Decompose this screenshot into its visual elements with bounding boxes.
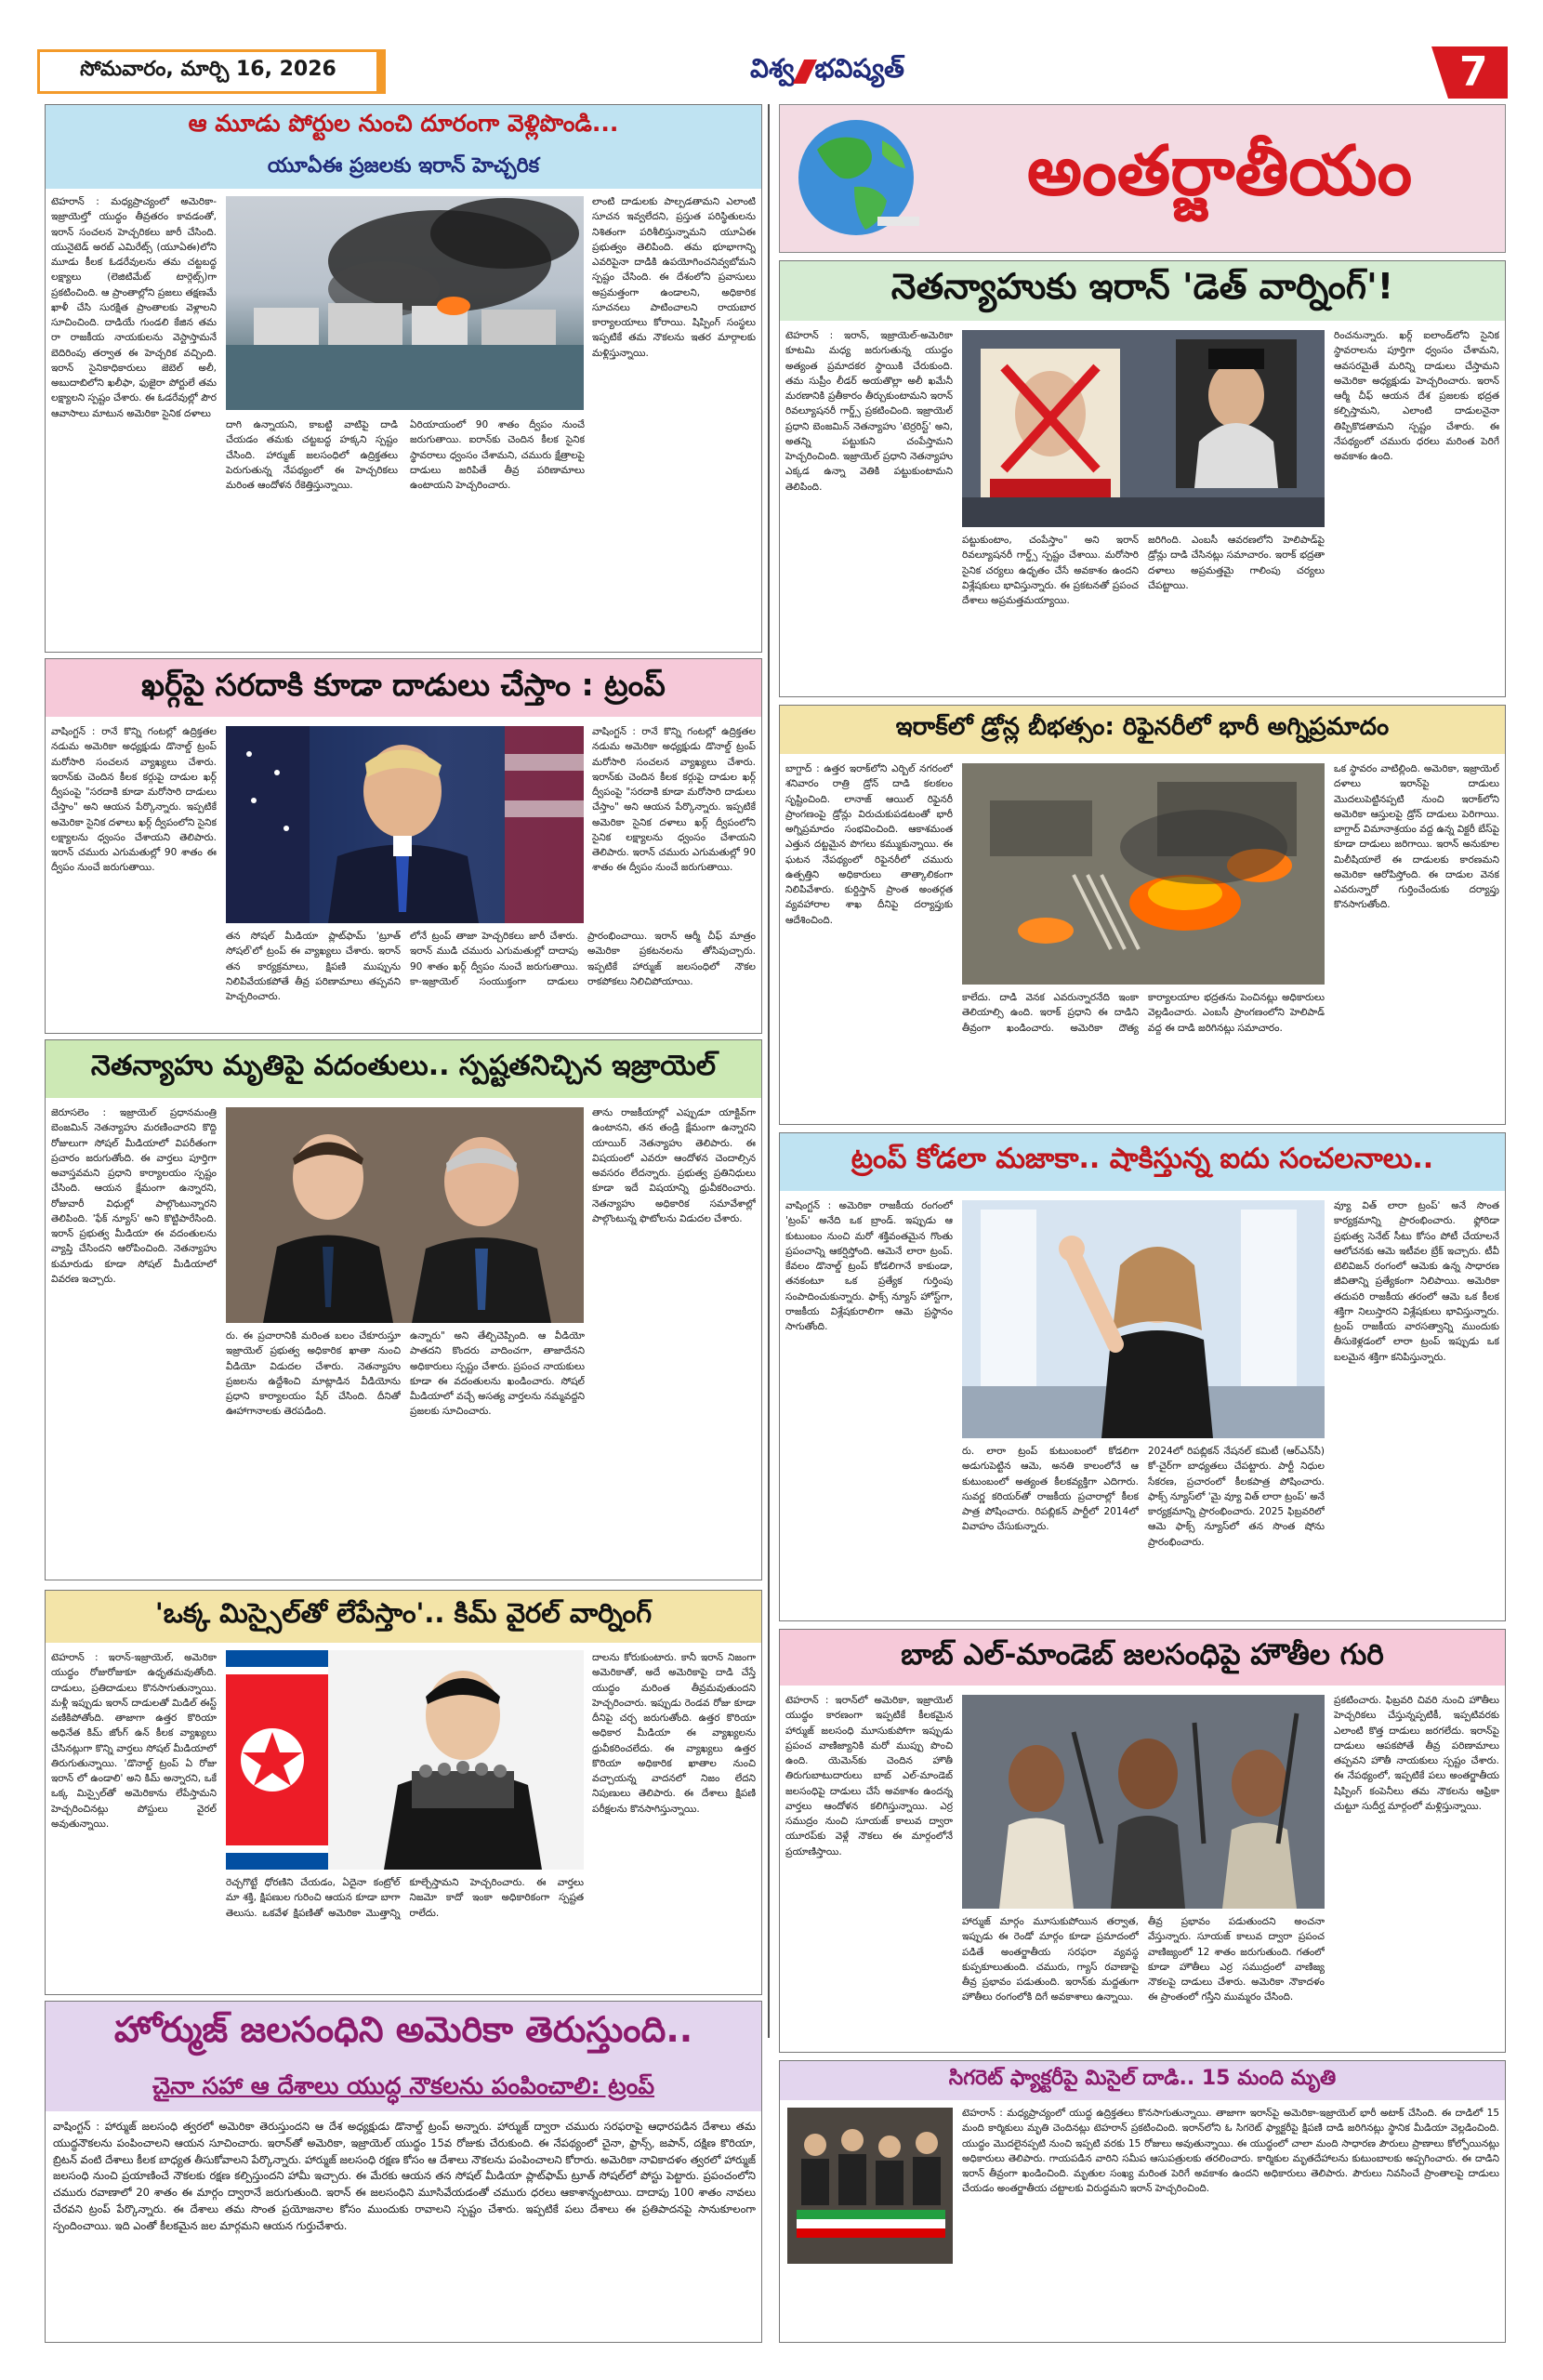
story-kim (45, 1590, 762, 1995)
trump-podium-icon (226, 726, 584, 923)
protest-poster-icon (962, 330, 1325, 527)
section-title-box (938, 111, 1501, 248)
laura-photo (962, 1200, 1325, 1438)
date-banner (37, 49, 386, 94)
iraq-headline-box (780, 706, 1505, 754)
paper-name-part2: భవిష్యత్ (814, 53, 904, 84)
laura-headline-box (780, 1133, 1505, 1191)
bab-col1: టెహరాన్ : ఇరాన్‌లో అమెరికా, ఇజ్రాయెల్ యుద్ధం కారణంగా ఇప్పటికే కీలకమైన హార్ముజ్ జలసంధి మూసుకుపోగా ఇప్పుడు ప్రపంచ వాణిజ్యానికి మరో ముప్పు పొంచి ఉంది. యెమెన్‌కు చెందిన హౌతీ తిరుగుబాటుదారులు బాబ్ ఎల్-మాండెబ్ జలసంధిపై దాడులు చేసే అవకాశం ఉందన్న వార్తలు ఆందోళన కలిగిస్తున్నాయి. ఎర్ర సముద్రం నుంచి సూయజ్ కాలువ ద్వారా యూరప్‌కు వెళ్లే నౌకలు ఈ మార్గంలోనే ప్రయాణిస్తాయి. (785, 1695, 953, 1858)
laura-col1: వాషింగ్టన్ : అమెరికా రాజకీయ రంగంలో 'ట్రంప్' అనేది ఒక బ్రాండ్. ఇప్పుడు ఆ కుటుంబం నుంచి మరో శక్తివంతమైన గొంతు ప్రపంచాన్ని ఆకర్షిస్తోంది. ఆమెనే లారా ట్రంప్. కేవలం డొనాల్డ్ ట్రంప్ కోడలిగానే కాకుండా, తనకంటూ ఒక ప్రత్యేక గుర్తింపు సంపాదించుకున్నారు. ఫాక్స్ న్యూస్ హోస్ట్‌గా, రాజకీయ విశ్లేషకురాలిగా ఆమె ప్రస్థానం సాగుతోంది. (785, 1200, 953, 1333)
ports-headline-box (46, 105, 761, 148)
iraq-photo (962, 763, 1325, 985)
paper-logo (706, 50, 948, 93)
netanyahu-and-son-icon (226, 1107, 584, 1323)
rumors-col1: జెరూసలెం : ఇజ్రాయెల్ ప్రధానమంత్రి బెంజమిన్ నెతన్యాహు మరణించారని కొద్ది రోజులుగా సోషల్ మీడియాలో విపరీతంగా ప్రచారం జరుగుతోంది. ఈ వార్తలు పూర్తిగా అవాస్తవమని ప్రధాని కార్యాలయం స్పష్టం చేసింది. ఆయన క్షేమంగా ఉన్నారని, రోజువారీ విధుల్లో పాల్గొంటున్నారని తెలిపింది. 'ఫేక్ న్యూస్' అని కొట్టిపారేసింది. ఇరాన్ ప్రభుత్వ మీడియా ఈ వదంతులను వ్యాప్తి చేసిందని ఆరోపించింది. నెతన్యాహు కుమారుడు కూడా సోషల్ మీడియాలో వివరణ ఇచ్చారు. (51, 1107, 217, 1285)
story-cigarette (779, 2060, 1506, 2343)
story-netanyahu-warning (779, 260, 1506, 697)
laura-col3: 2024లో రిపబ్లికన్ నేషనల్ కమిటీ (ఆర్ఎన్‌సీ) కో-చైర్‌గా బాధ్యతలు చేపట్టారు. పార్టీ నిధుల సేకరణ, ప్రచారంలో కీలకపాత్ర పోషించారు. ఫాక్స్ న్యూస్‌లో 'మై వ్యూ విత్ లారా ట్రంప్' అనే కార్యక్రమాన్ని ప్రారంభించారు. 2025 ఫిబ్రవరిలో ఆమె ఫాక్స్ న్యూస్‌లో తన సొంత షోను ప్రారంభించారు. (1148, 1446, 1325, 1548)
hormuz-subhead: చైనా సహా ఆ దేశాలు యుద్ధ నౌకలను పంపించాలి: ట్రంప్ (152, 2072, 655, 2099)
funeral-crowd-icon (787, 2108, 953, 2264)
rumors-col2: రు. ఈ ప్రచారానికి మరింత బలం చేకూరుస్తూ ఇజ్రాయెల్ ప్రభుత్వ అధికారిక ఖాతా నుంచి వీడియో విడుదల చేశారు. నెతన్యాహు ప్రజలను ఉద్దేశించి మాట్లాడిన వీడియోను ప్రధాని కార్యాలయం షేర్ చేసింది. దీనితో ఊహాగానాలకు తెరపడింది. (226, 1330, 401, 1418)
kharg-photo (226, 726, 584, 923)
story-netanyahu-rumors (45, 1039, 762, 1580)
ports-photo (226, 196, 584, 410)
ports-headline: ఆ మూడు పోర్టుల నుంచి దూరంగా వెళ్లిపొండి... (188, 110, 619, 137)
laura-headline: ట్రంప్ కోడలా మజాకా.. షాకిస్తున్న ఐదు సంచలనాలు.. (851, 1143, 1434, 1175)
iraq-col2: కాలేదు. దాడి వెనక ఎవరున్నారనేది ఇంకా తెలియాల్సి ఉంది. ఇరాక్ ప్రధాని ఈ దాడిని తీవ్రంగా ఖండించారు. అమెరికా దౌత్య కార్యాలయాల భద్రతను పెంచినట్లు అధికారులు వెల్లడించారు. ఎంబసీ ప్రాంగణంలోని హెలిపాడ్ వద్ద ఈ దాడి జరిగినట్లు సమాచారం. (962, 992, 1325, 1034)
kharg-headline: ఖర్గ్‌పై సరదాకి కూడా దాడులు చేస్తాం : ట్రంప్ (141, 666, 666, 703)
laura-trump-speech-icon (962, 1200, 1325, 1438)
kim-photo (226, 1650, 584, 1870)
warning-photo (962, 330, 1325, 527)
bab-headline-box (780, 1630, 1505, 1686)
section-title: అంతర్జాతీయం (1026, 131, 1413, 211)
ports-subhead: యూఏఈ ప్రజలకు ఇరాన్ హెచ్చరిక (267, 154, 540, 178)
story-bab-el-mandeb (779, 1629, 1506, 2053)
hormuz-subhead-box (46, 2067, 761, 2111)
kim-north-korea-flag-icon (226, 1650, 584, 1870)
kharg-col3: లోనే ట్రంప్ తాజా హెచ్చరికలు జారీ చేశారు. ఇరాన్ ముడి చమురు ఎగుమతుల్లో దాదాపు 90 శాతం ఖర్గ్ ద్వీపం నుంచే జరుగుతాయి. కా-ఇజ్రాయెల్ సంయుక్తంగా దాడులు ప్రారంభించాయి. ఇరాన్ ఆర్మీ చీఫ్ మాత్రం అమెరికా ప్రకటనలను తోసిపుచ్చారు. ఇప్పటికే హార్ముజ్ జలసంధిలో నౌకల రాకపోకలు నిలిచిపోయాయి. (410, 931, 756, 987)
kharg-headline-box (46, 659, 761, 717)
ports-col3: లాంటి దాడులకు పాల్పడతామని ఎలాంటి సూచన ఇవ్వలేదని, ప్రస్తుత పరిస్థితులను నిశితంగా పరిశీలిస్తున్నామని యూఏఈ ప్రభుత్వం తెలిపింది. తమ భూభాగాన్ని ఎవరిపైనా దాడికి ఉపయోగించనివ్వబోమని స్పష్టం చేసింది. ఈ దేశంలోని ప్రవాసులు అప్రమత్తంగా ఉండాలని, అధికారిక సూచనలు పాటించాలని రాయబార కార్యాలయాలు కోరాయి. షిప్పింగ్ సంస్థలు ఇప్పటికే తమ నౌకలను ఇతర మార్గాలకు మళ్లిస్తున్నాయి. (592, 196, 756, 359)
logo-swoosh-icon (792, 60, 816, 84)
story-hormuz (45, 2001, 762, 2343)
kim-headline-box (46, 1591, 761, 1643)
section-header (779, 104, 1506, 253)
globe-icon (789, 112, 929, 243)
warning-headline: నెతన్యాహుకు ఇరాన్ 'డెత్ వార్నింగ్'! (890, 266, 1394, 307)
burning-oil-tanks-icon (226, 196, 584, 410)
kharg-col1: వాషింగ్టన్ : రానే కొన్ని గంటల్లో ఉద్రిక్తతల నడుమ అమెరికా అధ్యక్షుడు డొనాల్డ్ ట్రంప్ మరోసారి సంచలన వ్యాఖ్యలు చేశారు. ఇరాన్‌కు చెందిన కీలక కర్గుపై దాడుల ఖర్గ్ ద్వీపంపై "సరదాకి కూడా మరోసారి దాడులు చేస్తాం" అని ఆయన పేర్కొన్నారు. ఇప్పటికే అమెరికా సైనిక దళాలు ఖర్గ్ ద్వీపంలోని సైనిక లక్ష్యాలను ధ్వంసం చేశాయని తెలిపారు. ఇరాన్ చమురు ఎగుమతుల్లో 90 శాతం ఈ ద్వీపం నుంచే జరుగుతాయి. (51, 726, 217, 874)
story-ports (45, 104, 762, 653)
bab-col3: తీవ్ర ప్రభావం పడుతుందని అంచనా వేస్తున్నారు. సూయజ్ కాలువ ద్వారా ప్రపంచ వాణిజ్యంలో 12 శాతం జరుగుతుంది. గతంలో కూడా హౌతీలు ఎర్ర సముద్రంలో వాణిజ్య నౌకలపై దాడులు చేశారు. అమెరికా నౌకాదళం ఈ ప్రాంతంలో గస్తీని ముమ్మరం చేసింది. (1148, 1916, 1325, 2003)
ports-col2a: దాగి ఉన్నాయని, కాబట్టి వాటిపై దాడి చేయడం తమకు చట్టబద్ధ హక్కని స్పష్టం చేసింది. హార్ముజ్ జలసంధిలో ఉద్రిక్తతలు పెరుగుతున్న నేపథ్యంలో ఈ హెచ్చరికలు మరింత ఆందోళన రేకెత్తిస్తున్నాయి. (226, 419, 398, 492)
kim-col3: దాలను కోరుకుంటారు. కానీ ఇరాన్ నిజంగా అమెరికాతో, అదే అమెరికాపై దాడి చేస్తే యుద్ధం మరింత తీవ్రమవుతుందని హెచ్చరించారు. ఇప్పుడు రెండవ రోజు కూడా దీనిపై చర్చ జరుగుతోంది. ఉత్తర కొరియా అధికార మీడియా ఈ వ్యాఖ్యలను ధ్రువీకరించలేదు. ఈ వ్యాఖ్యలు ఉత్తర కొరియా అధికారిక ఖాతాల నుంచి వచ్చాయన్న వాదనలో నిజం లేదని నిపుణులు తెలిపారు. ఈ దేశాలు క్షిపణి పరీక్షలను కొనసాగిస్తున్నాయి. (592, 1652, 756, 1815)
kim-col1: టెహరాన్ : ఇరాన్-ఇజ్రాయెల్, అమెరికా యుద్ధం రోజురోజుకూ ఉధృతమవుతోంది. దాడులు, ప్రతిదాడులు కొనసాగుతున్నాయి. మళ్లీ ఇప్పుడు ఇరాన్ దాడులతో మిడిల్ ఈస్ట్ వణికిపోతోంది. తాజాగా ఉత్తర కొరియా అధినేత కిమ్ జోంగ్ ఉన్ కీలక వ్యాఖ్యలు చేసినట్లుగా కొన్ని వార్తలు సోషల్ మీడియాలో తిరుగుతున్నాయి. 'డొనాల్డ్ ట్రంప్ ఏ రోజు ఇరాన్ లో ఉండాలి' అని కిమ్ అన్నారని, ఒకే ఒక్క మిస్సైల్‌తో అమెరికాను లేపేస్తామని హెచ్చరించినట్లు పోస్టులు వైరల్ అవుతున్నాయి. (51, 1652, 217, 1830)
iraq-col3: ఒక స్థావరం వాటిల్లింది. అమెరికా, ఇజ్రాయెల్ దళాలు ఇరాన్‌పై దాడులు మొదలుపెట్టినప్పటి నుంచి ఇరాక్‌లోని అమెరికా ఆస్తులపై డ్రోన్ దాడులు పెరిగాయి. బాగ్దాద్ విమానాశ్రయం వద్ద ఉన్న విక్టరీ బేస్‌పై కూడా దాడులు జరిగాయి. ఇరాన్ అనుకూల మిలీషియాలే ఈ దాడులకు కారణమని అమెరికా ఆరోపిస్తోంది. ఈ దాడుల వెనక ఎవరున్నారో గుర్తించేందుకు దర్యాప్తు కొనసాగుతోంది. (1334, 763, 1499, 911)
cigarette-headline-box (780, 2061, 1505, 2100)
ports-col1: టెహరాన్ : మధ్యప్రాచ్యంలో అమెరికా-ఇజ్రాయెల్తో యుద్ధం తీవ్రతరం కావడంతో, ఇరాన్ సంచలన హెచ్చరికలు జారీ చేసింది. యునైటెడ్ అరబ్ ఎమిరేట్స్ (యూఏఈ)లోని మూడు కీలక ఓడరేవులను తమ చట్టబద్ధ లక్ష్యాలు (లెజిటిమేట్ టార్గెట్స్)గా ప్రకటించింది. ఆ ప్రాంతాల్లోని ప్రజలు తక్షణమే ఖాళీ చేసి సురక్షిత ప్రాంతాలకు వెళ్లాలని సూచించింది. దాడియే గుండలి కేజిన తమ రా రాజకీయ నాయకులను వెస్టాస్తామనే బెదిరింపు తర్వాత ఈ హెచ్చరిక వచ్చింది. ఇరాన్ సైనికాధికారులు జెబెల్ అలీ, అబుదాబిలోని ఖలీఫా, ఫుజైరా పోర్టులే తమ లక్ష్యాలని స్పష్టం చేశారు. ఈ ఓడరేవుల్లో పౌర ఆవాసాలు మాటున అమెరికా సైనిక దళాలు (51, 196, 217, 419)
kim-col2: రెచ్చగొట్టే ధోరణిని చేయడం, ఏదైనా కంట్రోల్ మా శక్తి, క్షిపణుల గురించి ఆయన కూడా బాగా తెలుసు. ఒకవేళ క్షిపణితో అమెరికా మొత్తాన్ని కూల్చేస్తామని హెచ్చరించారు. ఈ వార్తలు నిజమో కాదో ఇంకా అధికారికంగా స్పష్టత రాలేదు. (226, 1877, 584, 1919)
cigarette-headline: సిగరెట్ ఫ్యాక్టరీపై మిసైల్ దాడి.. 15 మంది మృతి (948, 2067, 1337, 2090)
bab-headline: బాబ్ ఎల్-మాండెబ్ జలసంధిపై హౌతీల గురి (901, 1637, 1384, 1672)
issue-date: సోమవారం, మార్చి 16, 2026 (80, 58, 336, 81)
rumors-headline-box (46, 1040, 761, 1098)
warning-headline-box (780, 261, 1505, 321)
hormuz-body: వాషింగ్టన్ : హార్ముజ్ జలసంధి త్వరలో అమెరికా తెరుస్తుందని ఆ దేశ అధ్యక్షుడు డొనాల్డ్ ట్రంప్ అన్నారు. హార్ముజ్ ద్వారా చమురు సరఫరాపై ఆధారపడిన దేశాలు తమ యుద్ధనౌకలను పంపించాలని ఆయన సూచించారు. ఇరాన్‌తో అమెరికా, ఇజ్రాయెల్ యుద్ధం 15వ రోజుకు చేరుకుంది. ఈ నేపథ్యంలో చైనా, ఫ్రాన్స్, జపాన్, దక్షిణ కొరియా, బ్రిటన్ వంటి దేశాలు కీలక బాధ్యత తీసుకోవాలని పేర్కొన్నారు. హార్ముజ్ జలసంధి రక్షణ కోసం ఆ దేశాలు నౌకలను పంపించాలని కోరారు. అమెరికా నావికాదళం త్వరలో హార్ముజ్ జలసంధి నుంచి ప్రయాణించే నౌకలకు రక్షణ కల్పిస్తుందని హామీ ఇచ్చారు. ఈ మేరకు ఆయన తన సోషల్ మీడియా ప్లాట్‌ఫామ్ ట్రూత్ సోషల్‌లో పోస్టు పెట్టారు. ప్రపంచంలోని చమురు రవాణాలో 20 శాతం ఈ మార్గం ద్వారానే జరుగుతుంది. ఇరాన్ ఈ జలసంధిని మూసివేయడంతో చమురు ధరలు ఆకాశాన్నంటాయి. దాదాపు 100 శాతం నావలు చేరవని ట్రంప్ పేర్కొన్నారు. ఈ దేశాలు తమ సొంత ప్రయోజనాల కోసం ముందుకు రావాలని స్పష్టం చేశారు. ఇప్పటికే పలు దేశాలు ఈ ప్రతిపాదనపై సానుకూలంగా స్పందించాయి. ఇది ఎంతో కీలకమైన జల మార్గమని ఆయన గుర్తుచేశారు. (53, 2120, 756, 2232)
laura-col4: వ్యూ విత్ లారా ట్రంప్' అనే సొంత కార్యక్రమాన్ని ప్రారంభించారు. ఫ్లోరిడా ప్రభుత్వ సెనేట్ సీటు కోసం పోటీ చేయాలనే ఆలోచనకు ఆమె ఇటీవల బ్రేక్ ఇచ్చారు. టీవీ టెలివిజన్ రంగంలో ఆమెకు ఉన్న సాధారణ జీవితాన్ని ప్రత్యేకంగా నిలిపాయి. అమెరికా తదుపరి రాజకీయ తరంలో ఆమె ఒక కీలక శక్తిగా నిలుస్తారని విశ్లేషకులు భావిస్తున్నారు. ట్రంప్ రాజకీయ వారసత్వాన్ని ముందుకు తీసుకెళ్లడంలో లారా ట్రంప్ ఇప్పుడు ఒక బలమైన శక్తిగా కనిపిస్తున్నారు. (1334, 1200, 1499, 1363)
rumors-col4: తాను రాజకీయాల్లో ఎప్పుడూ యాక్టివ్‌గా ఉంటానని, తన తండ్రి క్షేమంగా ఉన్నారని యాయిర్ నెతన్యాహు తెలిపారు. ఈ విషయంలో ఎవరూ ఆందోళన చెందాల్సిన అవసరం లేదన్నారు. ప్రభుత్వ ప్రతినిధులు కూడా ఇదే విషయాన్ని ధ్రువీకరించారు. నెతన్యాహు అధికారిక సమావేశాల్లో పాల్గొంటున్న ఫొటోలను విడుదల చేశారు. (592, 1107, 756, 1224)
paper-name-part1: విశ్వ (750, 53, 795, 84)
ports-col2b: ఏరియాయంలో 90 శాతం ద్వీపం నుంచే జరుగుతాయి. ఐరాన్‌కు చెందిన కీలక సైనిక స్థావరాలు ధ్వంసం చేశామని, చమురు క్షేత్రాలపై దాడులు జరిపితే తీవ్ర పరిణామాలు ఉంటాయని హెచ్చరించారు. (410, 419, 585, 492)
cigarette-photo (787, 2108, 953, 2264)
houthi-fighters-icon (962, 1695, 1325, 1909)
story-kharg (45, 658, 762, 1034)
warning-col3: రించనున్నారు. ఖర్గ్ ఐలాండ్‌లోని సైనిక స్థావరాలను పూర్తిగా ధ్వంసం చేశామని, ఆవసరమైతే మరిన్ని దాడులు చేస్తామని అమెరికా అధ్యక్షుడు హెచ్చరించారు. ఇరాన్ ఆర్మీ చీఫ్ ఆయన దేశ ప్రజలకు భద్రత కల్పిస్తామని, ఎలాంటి దాడులనైనా తిప్పికొడతామని స్పష్టం చేశారు. ఈ నేపథ్యంలో చమురు ధరలు మరింత పెరిగే అవకాశం ఉంది. (1334, 330, 1499, 463)
bab-photo (962, 1695, 1325, 1909)
rumors-headline: నెతన్యాహు మృతిపై వదంతులు.. స్పష్టతనిచ్చిన ఇజ్రాయెల్ (90, 1050, 717, 1082)
warning-col1: టెహరాన్ : ఇరాన్, ఇజ్రాయెల్-అమెరికా కూటమి మధ్య జరుగుతున్న యుద్ధం అత్యంత ప్రమాదకర స్థాయికి చేరుకుంది. తమ సుప్రీం లీడర్ అయతొల్లా అలీ ఖమేనీ మరణానికి ప్రతీకారం తీర్చుకుంటామని ఇరాన్ రివల్యూషనరీ గార్డ్స్ ప్రకటించింది. ఇజ్రాయెల్ ప్రధాని బెంజమిన్ నెతన్యాహు 'టెర్రరిస్ట్' అని, అతన్ని పట్టుకుని చంపేస్తామని హెచ్చరించింది. ఇజ్రాయెల్ ప్రధాని నెతన్యాహు ఎక్కడ ఉన్నా వెతికి పట్టుకుంటామని తెలిపింది. (785, 330, 953, 493)
kim-headline: 'ఒక్క మిస్సైల్‌తో లేపేస్తాం'.. కిమ్ వైరల్ వార్నింగ్ (154, 1597, 653, 1629)
refinery-fire-icon (962, 763, 1325, 985)
center-divider (768, 104, 770, 2038)
page-number: 7 (1459, 48, 1488, 96)
warning-col3b: జరిగింది. ఎంబసీ ఆవరణలోని హెలిపాడ్‌పై డ్రోన్లు దాడి చేసినట్లు సమాచారం. ఇరాక్ భద్రతా దళాలు అప్రమత్తమై గాలింపు చర్యలు చేపట్టాయి. (1148, 535, 1325, 591)
rumors-photo (226, 1107, 584, 1323)
story-trump-daughter (779, 1132, 1506, 1621)
hormuz-headline-box (46, 2002, 761, 2067)
iraq-headline: ఇరాక్‌లో డ్రోన్ల బీభత్సం: రిఫైనరీలో భారీ అగ్నిప్రమాదం (895, 713, 1390, 741)
ports-subhead-box (46, 148, 761, 189)
bab-col4: ప్రకటించారు. ఫిబ్రవరి చివరి నుంచి హౌతీలు హెచ్చరికలు చేస్తున్నప్పటికీ, ఇప్పటివరకు ఎలాంటి కొత్త దాడులు జరగలేదు. ఇరాన్‌పై దాడులు ఆపకపోతే తీవ్ర పరిణామాలు తప్పవని హౌతీ నాయకులు స్పష్టం చేశారు. ఈ నేపథ్యంలో, ఇప్పటికే పలు అంతర్జాతీయ షిప్పింగ్ కంపెనీలు తమ నౌకలను ఆఫ్రికా చుట్టూ సుదీర్ఘ మార్గంలో మళ్లిస్తున్నాయి. (1334, 1695, 1499, 1812)
warning-col2: పట్టుకుంటాం, చంపేస్తాం" అని ఇరాన్ రివల్యూషనరీ గార్డ్స్ స్పష్టం చేశాయి. మరోసారి సైనిక చర్యలు ఉధృతం చేసే అవకాశం ఉందని విశ్లేషకులు భావిస్తున్నారు. ఈ ప్రకటనతో ప్రపంచ దేశాలు అప్రమత్తమయ్యాయి. (962, 535, 1139, 607)
page-number-badge (1431, 46, 1508, 99)
cigarette-body: టెహరాన్ : మధ్యప్రాచ్యంలో యుద్ధ ఉద్రిక్తతలు కొనసాగుతున్నాయి. తాజాగా ఇరాన్‌పై అమెరికా-ఇజ్రాయెల్ భారీ అటాక్ చేసింది. ఈ దాడిలో 15 మంది కార్మికులు మృతి చెందినట్లు టెహరాన్ ప్రకటించింది. ఇరాన్‌లోని ఓ సిగరెట్ ఫ్యాక్టరీపై క్షిపణి దాడి జరిగినట్లు స్థానిక మీడియా వెల్లడించింది. యుద్ధం మొదలైనప్పటి నుంచి ఇప్పటి వరకు 15 రోజులు అవుతున్నాయి. ఈ యుద్ధంలో చాలా మంది సాధారణ పౌరులు ప్రాణాలు కోల్పోయినట్లు అధికారులు తెలిపారు. గాయపడిన వారిని సమీప ఆసుపత్రులకు తరలించారు. కార్మికుల మృతదేహాలను కుటుంబాలకు అప్పగించారు. ఈ దాడిని ఇరాన్ తీవ్రంగా ఖండించింది. మృతుల సంఖ్య మరింత పెరిగే అవకాశం ఉందని అధికారులు తెలిపారు. పౌరులు నివసించే ప్రాంతాలపై దాడులు చేయడం అంతర్జాతీయ చట్టాలకు విరుద్ధమని ఇరాన్ హెచ్చరించింది. (962, 2108, 1499, 2195)
iraq-col1: బాగ్దాద్ : ఉత్తర ఇరాక్‌లోని ఎర్బిల్ నగరంలో శనివారం రాత్రి డ్రోన్ దాడి కలకలం సృష్టించింది. లానాజ్ ఆయిల్ రిఫైనరీ ప్రాంగణంపై డ్రోన్లు విరుచుకుపడటంతో భారీ అగ్నిప్రమాదం సంభవించింది. ఆకాశమంత ఎత్తున దట్టమైన పొగలు కమ్ముకున్నాయి. ఈ ఘటన నేపథ్యంలో రిఫైనరీలో చమురు ఉత్పత్తిని అధికారులు తాత్కాలికంగా నిలిపివేశారు. కుర్దిస్తాన్ ప్రాంత అంతర్గత వ్యవహారాల శాఖ దీనిపై దర్యాప్తుకు ఆదేశించింది. (785, 763, 953, 926)
laura-col2: రు. లారా ట్రంప్ కుటుంబంలో కోడలిగా అడుగుపెట్టిన ఆమె, అనతి కాలంలోనే ఆ కుటుంబంలో అత్యంత కీలకవ్యక్తిగా ఎదిగారు. సువర్ణ కరియర్‌తో రాజకీయ ప్రచారాల్లో కీలక పాత్ర పోషించారు. రిపబ్లికన్ పార్టీలో 2014లో వివాహం చేసుకున్నారు. (962, 1446, 1139, 1533)
kharg-col2: తన సోషల్ మీడియా ప్లాట్‌ఫామ్ 'ట్రూత్ సోషల్'లో ట్రంప్ ఈ వ్యాఖ్యలు చేశారు. ఇరాన్ తన కార్యక్రమాలు, క్షిపణి ముప్పును నిలిపివేయకపోతే తీవ్ర పరిణామాలు తప్పవని హెచ్చరించారు. (226, 931, 401, 1003)
rumors-col3: ఉన్నారు" అని తేల్చిచెప్పింది. ఆ వీడియో పాతదని కొందరు వాదించగా, తాజాదేనని అధికారులు స్పష్టం చేశారు. ప్రపంచ నాయకులు కూడా ఈ వదంతులను ఖండించారు. సోషల్ మీడియాలో వచ్చే అసత్య వార్తలను నమ్మవద్దని ప్రజలకు సూచించారు. (410, 1330, 585, 1418)
bab-col2: హార్ముజ్ మార్గం మూసుకుపోయిన తర్వాత, ఇప్పుడు ఈ రెండో మార్గం కూడా ప్రమాదంలో పడితే అంతర్జాతీయ సరఫరా వ్యవస్థ కుప్పకూలుతుంది. చమురు, గ్యాస్ రవాణాపై తీవ్ర ప్రభావం పడుతుంది. ఇరాన్‌కు మద్దతుగా హౌతీలు రంగంలోకి దిగే అవకాశాలు ఉన్నాయి. (962, 1916, 1139, 2003)
story-iraq-drones (779, 705, 1506, 1125)
globe-image-icon (789, 112, 929, 243)
kharg-col3-top (592, 724, 756, 923)
kharg-col3-top-text: వాషింగ్టన్ : రానే కొన్ని గంటల్లో ఉద్రిక్తతల నడుమ అమెరికా అధ్యక్షుడు డొనాల్డ్ ట్రంప్ మరోసారి సంచలన వ్యాఖ్యలు చేశారు. ఇరాన్‌కు చెందిన కీలక కర్గుపై దాడుల ఖర్గ్ ద్వీపంపై "సరదాకి కూడా మరోసారి దాడులు చేస్తాం" అని ఆయన పేర్కొన్నారు. ఇప్పటికే అమెరికా సైనిక దళాలు ఖర్గ్ ద్వీపంలోని సైనిక లక్ష్యాలను ధ్వంసం చేశాయని తెలిపారు. ఇరాన్ చమురు ఎగుమతుల్లో 90 శాతం ఈ ద్వీపం నుంచే జరుగుతాయి. (592, 726, 756, 874)
masthead (37, 46, 1508, 99)
hormuz-headline: హోర్ముజ్ జలసంధిని అమెరికా తెరుస్తుంది.. (113, 2009, 693, 2050)
